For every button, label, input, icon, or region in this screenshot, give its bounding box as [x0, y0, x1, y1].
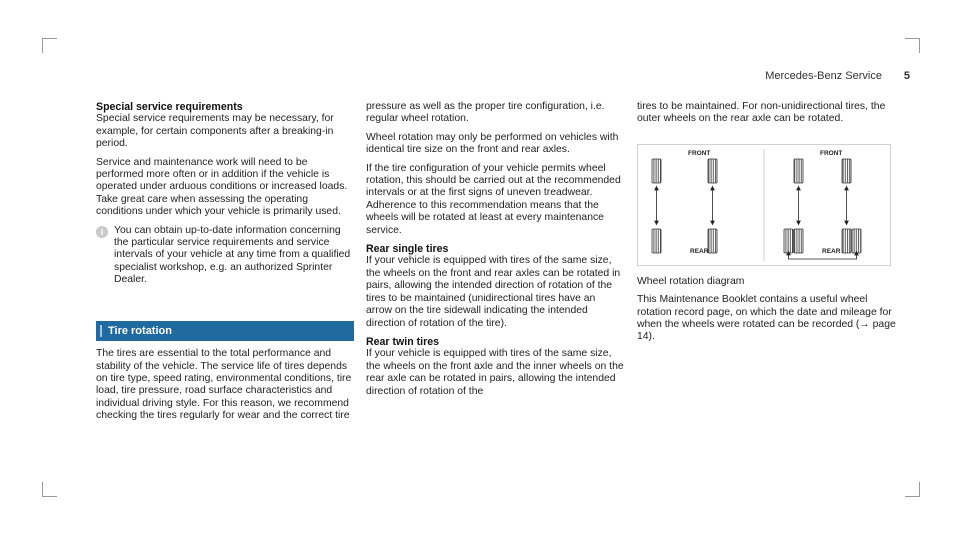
- crop-mark-bottom-right: [905, 482, 920, 497]
- tire-rear-right-inner: [842, 229, 851, 253]
- front-label: FRONT: [820, 149, 843, 157]
- tire-front-left: [794, 159, 803, 183]
- paragraph: This Maintenance Booklet contains a useful wheel rotation record page, on which the date and mileage for when the wheels were rotated can be recorded (→ page 14).: [637, 294, 896, 343]
- twin-tire-layout: [784, 150, 861, 259]
- front-label: FRONT: [688, 149, 711, 157]
- paragraph: The tires are essential to the total performance and stability of the vehicle. The service life of tires depends on tire type, speed rating, environmental conditions, tire load, tire pressure, road surface characteristics and individual driving style. For this reason, we recommend checking the tires regularly for wear and the correct tire: [96, 348, 352, 422]
- info-note: [96, 225, 354, 287]
- page-number: 5: [903, 70, 910, 82]
- paragraph: Wheel rotation may only be performed on vehicles with identical tire size on the front and rear axles.: [366, 131, 619, 156]
- tire-rear-right: [708, 229, 717, 253]
- tire-front-left: [652, 159, 661, 183]
- heading-rear-twin-tires: Rear twin tires: [366, 335, 440, 348]
- wheel-rotation-diagram: [637, 144, 891, 266]
- rear-label: REAR: [690, 247, 709, 255]
- diagram-caption: Wheel rotation diagram: [637, 275, 745, 287]
- paragraph: If the tire configuration of your vehicle permits wheel rotation, this should be carried out at the recommended intervals or at the first signs of uneven treadwear. Adherence to this recommendation means that the wheels will be rotated at least at every maintenance service.: [366, 162, 621, 236]
- tire-rear-left: [652, 229, 661, 253]
- crop-mark-bottom-left: [42, 482, 57, 497]
- tire-rear-left-outer: [784, 229, 793, 253]
- column-2: [366, 101, 624, 404]
- wheel-rotation-svg: [638, 145, 890, 265]
- running-head-title: Mercedes-Benz Service: [765, 70, 882, 82]
- tire-rear-right-outer: [852, 229, 861, 253]
- tire-rear-left-inner: [794, 229, 803, 253]
- section-title: Tire rotation: [108, 324, 172, 337]
- info-icon: i: [96, 226, 108, 238]
- paragraph: Service and maintenance work will need to be performed more often or in addition if the vehicle is operated under arduous conditions or increased loads. Take great care when assessing the operating conditions under which your vehicle is primarily used.: [96, 156, 348, 218]
- note-text: You can obtain up-to-date information concerning the particular service requirements and service intervals of your vehicle at any time from a qualified specialist workshop, e.g. an authorized Sprinter Dealer.: [114, 224, 351, 286]
- paragraph: If your vehicle is equipped with tires of the same size, the wheels on the front and rear axles can be rotated in pairs, allowing the intended direction of rotation of the tires to be maintained (unidirectional tires have an arrow on the tire sidewall indicating the intended direction of rotation of the tire).: [366, 255, 621, 329]
- heading-rear-single-tires: Rear single tires: [366, 243, 449, 256]
- crop-mark-top-right: [905, 38, 920, 53]
- tire-front-right: [708, 159, 717, 183]
- column-3: [637, 101, 899, 350]
- crop-mark-top-left: [42, 38, 57, 53]
- single-tire-layout: [652, 150, 717, 255]
- rear-label: REAR: [822, 247, 841, 255]
- paragraph: If your vehicle is equipped with tires of the same size, the wheels on the front axle and the inner wheels on the rear axle can be rotated in pairs, allowing the intended direction of rotation of the: [366, 348, 624, 397]
- paragraph: pressure as well as the proper tire configuration, i.e. regular wheel rotation.: [366, 101, 605, 125]
- paragraph: Special service requirements may be necessary, for example, for certain components after a breaking-in period.: [96, 113, 334, 150]
- paragraph: tires to be maintained. For non-unidirectional tires, the outer wheels on the rear axle can be rotated.: [637, 101, 886, 125]
- tire-front-right: [842, 159, 851, 183]
- heading-special-service: Special service requirements: [96, 101, 243, 113]
- section-bar-tire-rotation: [96, 321, 354, 341]
- column-1: [96, 101, 354, 429]
- section-bar-marker: [100, 325, 102, 337]
